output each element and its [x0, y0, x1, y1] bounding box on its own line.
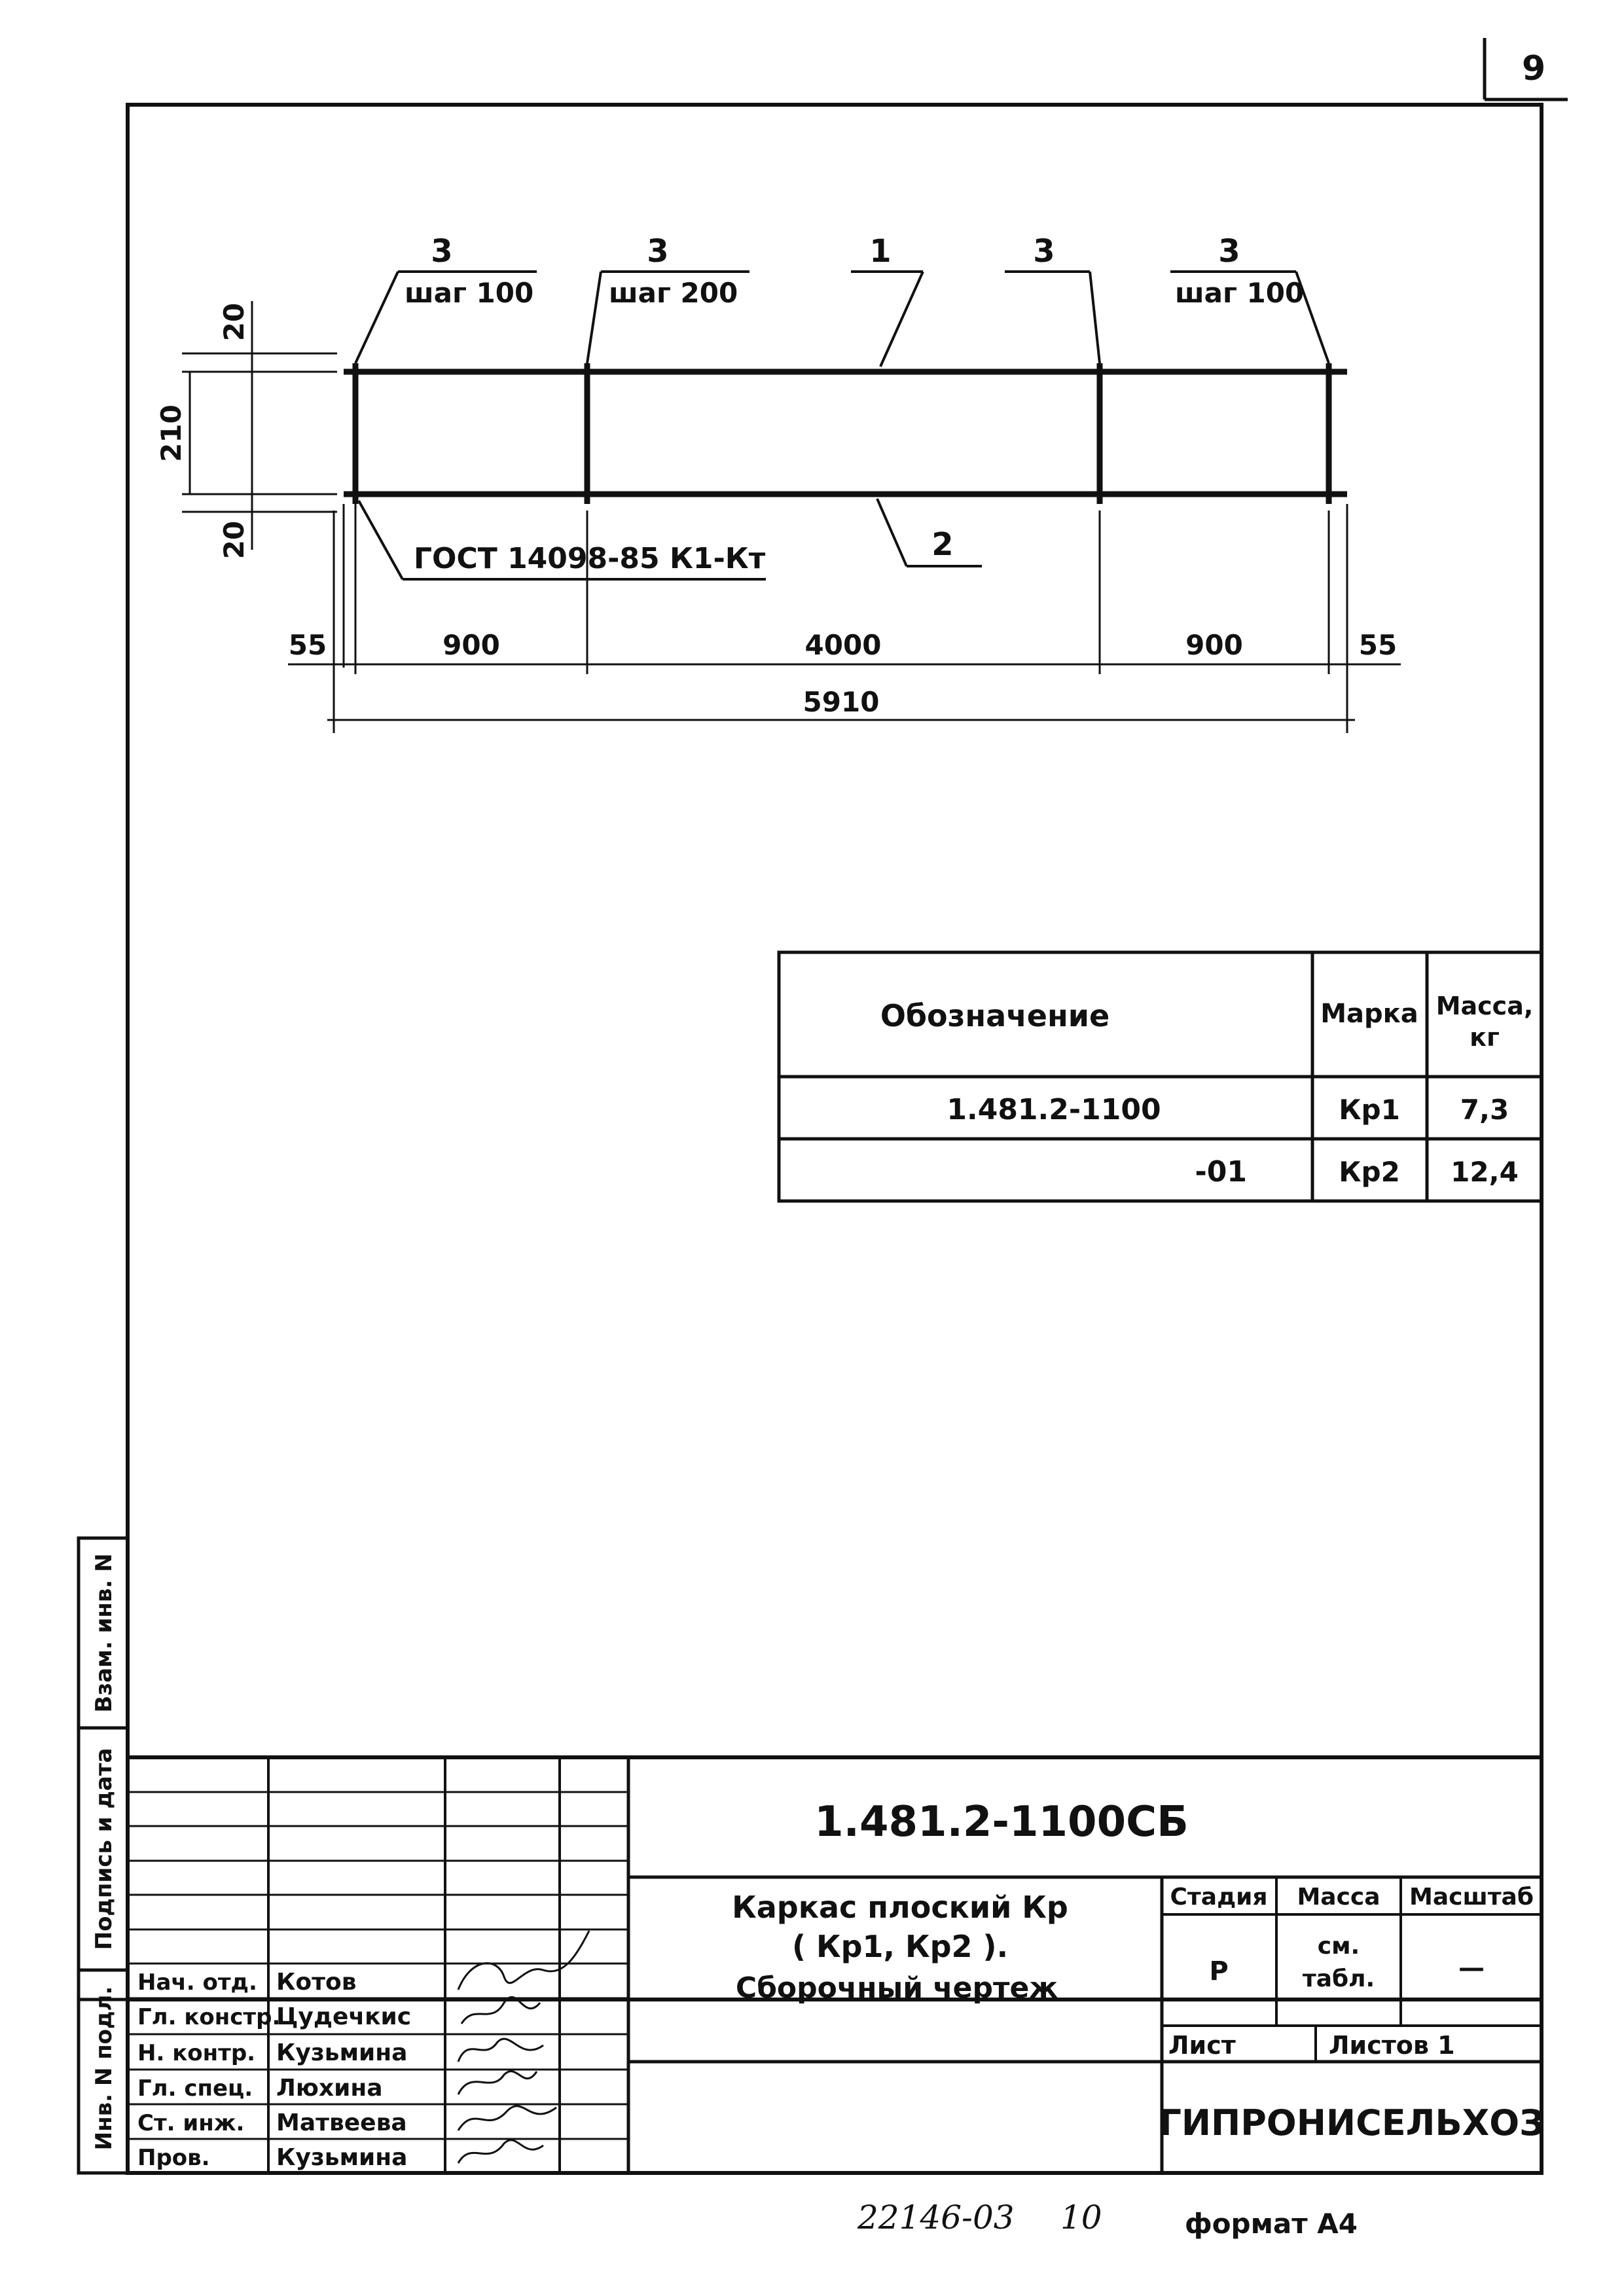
header-mark: Марка [1320, 999, 1418, 1029]
row-mark: Кр1 [1339, 1094, 1400, 1126]
organization: ГИПРОНИСЕЛЬХОЗ [1159, 2102, 1545, 2144]
mass-value-line-1: см. [1317, 1933, 1360, 1960]
stamp-replacement-inv: Взам. инв. N [91, 1553, 117, 1713]
row-designation: -01 [1195, 1155, 1247, 1189]
row-mass: 12,4 [1451, 1156, 1519, 1188]
page-number: 9 [1522, 49, 1546, 88]
callout-number: 1 [869, 233, 892, 270]
weld-standard: ГОСТ 14098-85 К1-Кт [414, 542, 766, 575]
role-label: Нач. отд. [137, 1969, 257, 1996]
callout-number: 2 [931, 526, 954, 563]
scale-label: Масштаб [1409, 1884, 1534, 1910]
dim-bottom: 20 [218, 520, 250, 560]
header-designation: Обозначение [880, 998, 1110, 1033]
role-label: Ст. инж. [137, 2110, 245, 2136]
scale-value: — [1458, 1953, 1485, 1983]
person-name: Котов [276, 1969, 357, 1996]
person-name: Матвеева [276, 2109, 407, 2136]
person-name: Люхина [276, 2075, 383, 2102]
document-code: 1.481.2-1100СБ [814, 1798, 1189, 1846]
stamp-signature-date: Подпись и дата [91, 1748, 117, 1950]
callout-step: шаг 100 [405, 277, 534, 309]
marks-table [779, 952, 1542, 1201]
role-label: Гл. констр. [137, 2004, 281, 2030]
role-label: Пров. [137, 2145, 210, 2171]
header-mass-unit: кг [1470, 1023, 1500, 1052]
row-designation: 1.481.2-1100 [947, 1093, 1161, 1126]
mass-label: Масса [1297, 1884, 1380, 1910]
row-mass: 7,3 [1460, 1094, 1509, 1126]
page-number-box [1485, 38, 1568, 99]
flat-frame-drawing [155, 233, 1401, 733]
role-label: Н. контр. [137, 2040, 256, 2066]
stage-label: Стадия [1170, 1884, 1268, 1910]
callout-bottom-bar [877, 499, 982, 566]
dim-total: 5910 [803, 686, 880, 718]
dim-segment: 4000 [804, 629, 882, 661]
dim-segment: 55 [1358, 629, 1398, 661]
callout-left-step [355, 233, 537, 363]
archive-number: 22146-03 [857, 2198, 1015, 2236]
dim-segment: 55 [288, 629, 327, 661]
title-line-2: ( Кр1, Кр2 ). [791, 1929, 1009, 1964]
stage-value: Р [1209, 1956, 1229, 1986]
callout-number: 3 [1218, 233, 1240, 270]
side-stamp [79, 1538, 128, 2173]
callout-number: 3 [647, 233, 669, 270]
person-name: Кузьмина [276, 2144, 408, 2171]
sheets-count: Листов 1 [1329, 2031, 1455, 2060]
dim-segment: 900 [1185, 629, 1243, 661]
weld-callout [359, 501, 766, 579]
footer [857, 2198, 1358, 2240]
person-name: Цудечкис [276, 2003, 412, 2030]
title-line-3: Сборочный чертеж [735, 1971, 1058, 2005]
callout-number: 3 [431, 233, 453, 270]
horizontal-dimensions [288, 504, 1401, 733]
sheet-number: 10 [1060, 2198, 1102, 2236]
callout-step: шаг 200 [609, 277, 738, 309]
callout-right-bar [1005, 233, 1100, 363]
callout-top-bar [851, 233, 923, 367]
stamp-original-inv: Инв. N подл. [91, 1986, 117, 2151]
callout-right-step [1170, 233, 1329, 363]
dim-top: 20 [218, 302, 250, 342]
row-mark: Кр2 [1339, 1156, 1400, 1188]
callout-step: шаг 100 [1175, 277, 1305, 309]
dim-height: 210 [155, 404, 187, 462]
signatures [458, 1931, 589, 2163]
callout-number: 3 [1033, 233, 1055, 270]
header-mass: Масса, [1435, 992, 1534, 1020]
dim-segment: 900 [442, 629, 500, 661]
paper-format: формат А4 [1185, 2208, 1358, 2240]
callout-middle-step [587, 233, 749, 363]
person-name: Кузьмина [276, 2039, 408, 2066]
title-block [128, 1757, 1545, 2173]
title-line-1: Каркас плоский Кр [732, 1890, 1068, 1925]
sheet-label: Лист [1168, 2031, 1236, 2060]
mass-value-line-2: табл. [1302, 1965, 1375, 1992]
role-label: Гл. спец. [137, 2075, 253, 2102]
vertical-dimensions [155, 301, 337, 559]
